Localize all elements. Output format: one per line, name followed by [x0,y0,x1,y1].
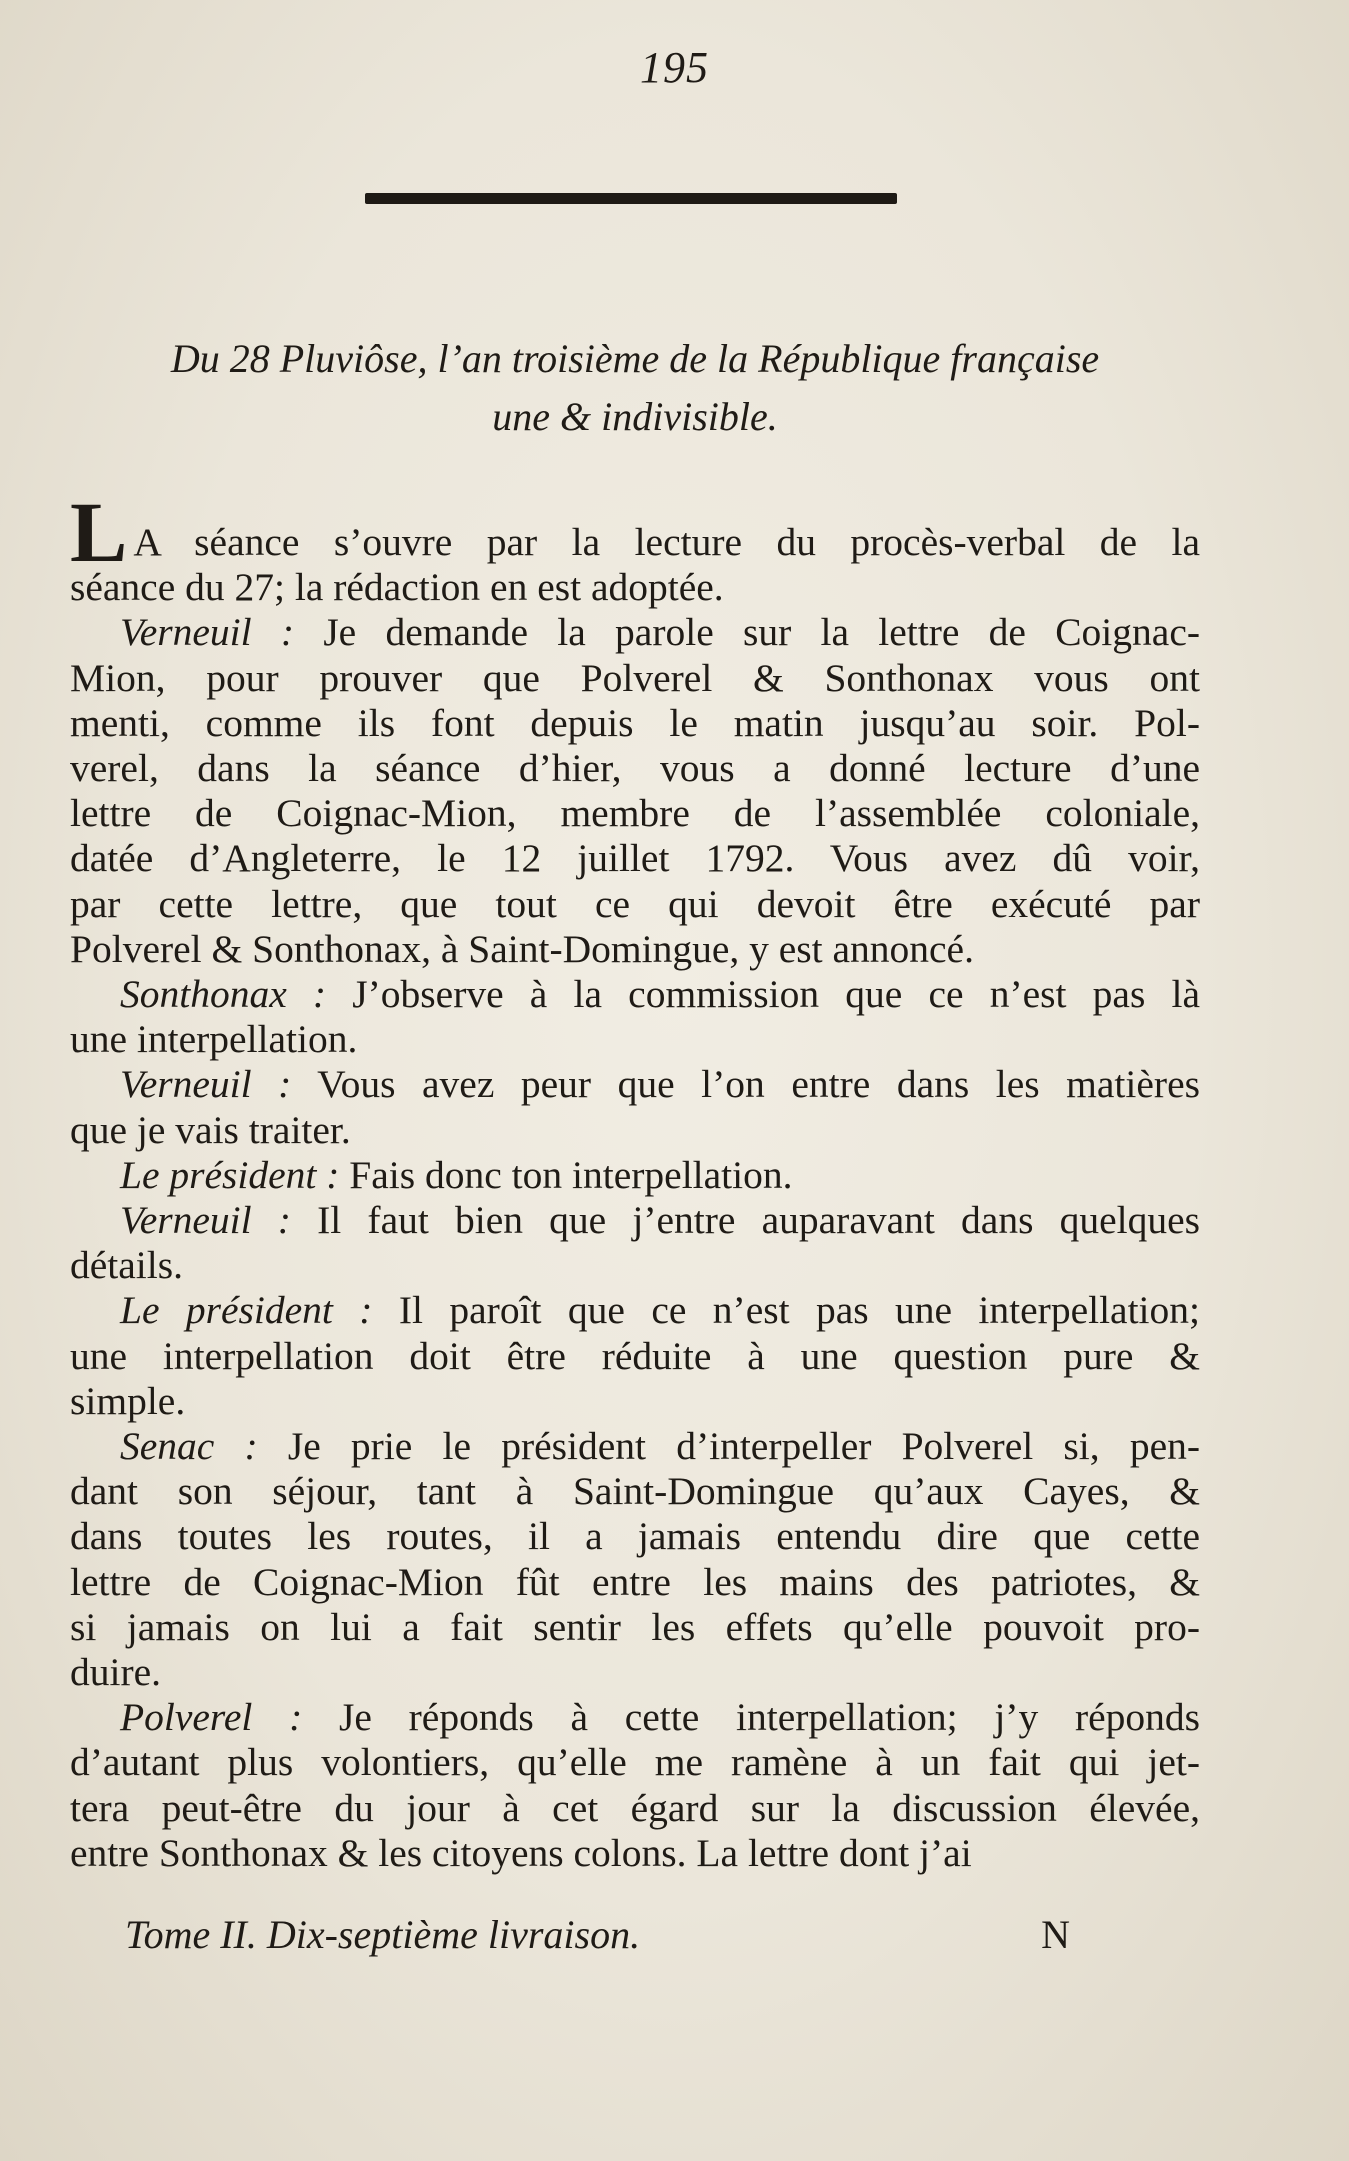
paragraph [70,1153,1200,1198]
speaker-name: Verneuil : [120,1198,291,1243]
text-line [70,1786,1200,1831]
line-text: une interpellation. [70,1017,358,1062]
line-text: d’autant plus volontiers, qu’elle me ramène à un fait qui jet- [70,1740,1200,1785]
speaker-name: Le président : [120,1152,340,1197]
text-line [70,1650,1200,1695]
text-line [70,1198,1200,1243]
text-line [70,1831,1200,1876]
text-line [70,1605,1200,1650]
text-line [70,1334,1200,1379]
line-text: dant son séjour, tant à Saint-Domingue qu’aux Cayes, & [70,1469,1200,1514]
paragraph [70,610,1200,972]
text-line [70,972,1200,1017]
body-text [70,484,1201,1876]
text-line [70,1469,1200,1514]
heading-line-2: une & indivisible. [492,394,778,439]
speaker-name: Verneuil : [120,1062,292,1107]
line-text: Il faut bien que j’entre auparavant dans quelques [317,1198,1201,1243]
text-line [70,1243,1200,1288]
line-text: lettre de Coignac-Mion fût entre les mains des patriotes, & [70,1559,1200,1604]
signature-mark: N [1041,1912,1070,1957]
text-line [70,1695,1200,1740]
line-text: si jamais on lui a fait sentir les effets qu’elle pouvoit pro- [70,1604,1200,1649]
text-line [70,1379,1200,1424]
line-text: verel, dans la séance d’hier, vous a donné lecture d’une [70,746,1200,791]
line-text: Mion, pour prouver que Polverel & Sonthonax vous ont [70,655,1200,700]
text-line [70,1288,1200,1333]
text-line [70,484,1200,580]
line-text: duire. [70,1650,162,1695]
paragraph [70,972,1200,1062]
line-text: Je prie le président d’interpeller Polverel si, pen- [287,1424,1200,1469]
text-line [70,1153,1200,1198]
drop-capital: L [70,484,128,580]
paragraph [70,1288,1200,1424]
line-text: lettre de Coignac-Mion, membre de l’assemblée coloniale, [70,791,1200,836]
line-text: Je demande la parole sur la lettre de Coignac- [323,610,1201,655]
line-text: J’observe à la commission que ce n’est pas là [352,972,1200,1017]
speaker-name: Le président : [120,1288,373,1333]
line-text: entre Sonthonax & les citoyens colons. La lettre dont j’ai [70,1830,972,1875]
text-line [70,565,1200,610]
text-line [70,882,1200,927]
volume-line: Tome II. Dix-septième livraison. [125,1912,641,1957]
line-text: Polverel & Sonthonax, à Saint-Domingue, y est annoncé. [70,926,974,971]
text-line [70,701,1200,746]
line-text: A séance s’ouvre par la lecture du procès-verbal de la [133,520,1200,564]
line-text: Vous avez peur que l’on entre dans les matières [317,1062,1200,1107]
line-text: tera peut-être du jour à cet égard sur la discussion élevée, [70,1785,1200,1830]
text-line [70,791,1200,836]
page-footer [125,1910,1070,1960]
speaker-name: Verneuil : [120,610,295,655]
line-text: dans toutes les routes, il a jamais entendu dire que cette [70,1514,1200,1559]
text-line [70,1514,1200,1559]
line-text: détails. [70,1243,183,1288]
speaker-name: Sonthonax : [120,972,327,1017]
page-number: 195 [640,43,709,92]
line-text: une interpellation doit être réduite à une question pure & [70,1333,1200,1378]
text-line [70,1740,1200,1785]
line-text: datée d’Angleterre, le 12 juillet 1792. Vous avez dû voir, [70,836,1200,881]
text-line [70,1560,1200,1605]
text-line [70,1108,1200,1153]
text-line [70,1424,1200,1469]
text-line [70,1062,1200,1107]
speaker-name: Senac : [120,1424,258,1469]
line-text: séance du 27; la rédaction en est adoptée. [70,565,724,610]
text-line [70,927,1200,972]
speaker-name: Polverel : [120,1695,303,1740]
text-line [70,746,1200,791]
text-line [70,1017,1200,1062]
line-text: simple. [70,1378,186,1423]
paragraph [70,1062,1200,1152]
line-text: Fais donc ton interpellation. [349,1152,793,1197]
line-text: Je réponds à cette interpellation; j’y réponds [338,1695,1201,1740]
paragraph [70,484,1200,610]
line-text: par cette lettre, que tout ce qui devoit être exécuté par [70,881,1200,926]
text-line [70,610,1200,655]
heading-line-1: Du 28 Pluviôse, l’an troisième de la République française [170,336,1100,381]
paragraph [70,1424,1200,1695]
text-line [70,836,1200,881]
paragraph [70,1198,1200,1288]
line-text: que je vais traiter. [70,1107,351,1152]
paragraph [70,1695,1200,1876]
header-rule [365,193,897,204]
line-text: Il paroît que ce n’est pas une interpellation; [398,1288,1201,1333]
text-line [70,656,1200,701]
session-heading [75,330,1195,446]
line-text: menti, comme ils font depuis le matin jusqu’au soir. Pol- [70,700,1200,745]
